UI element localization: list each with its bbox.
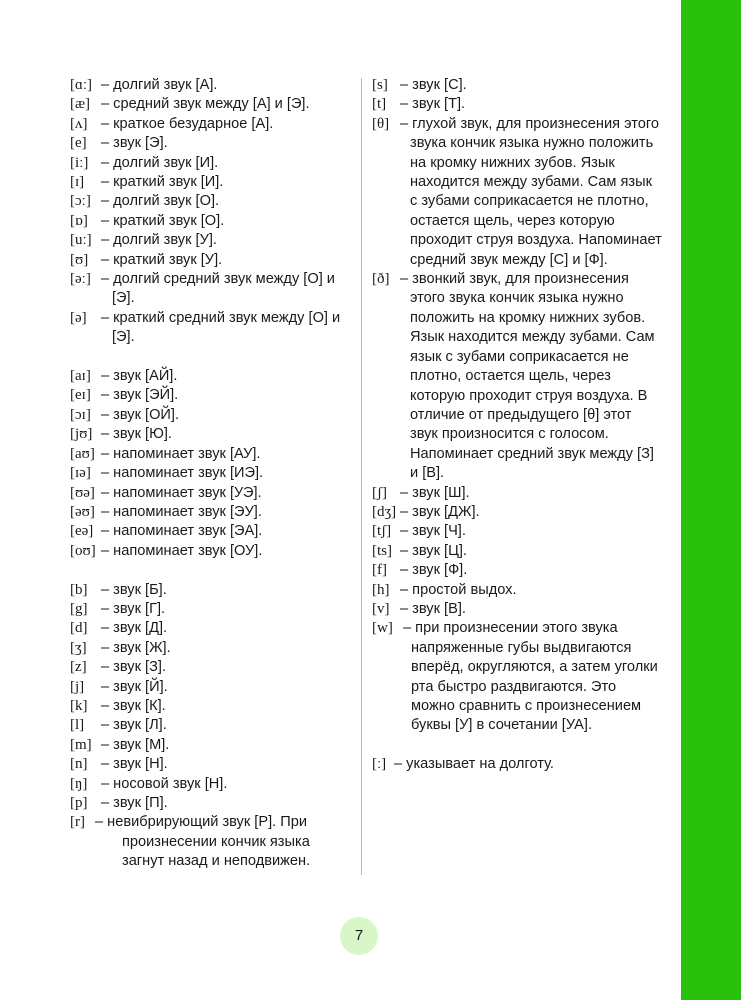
phoneme-description: – краткий средний звук между [О] и [Э]. (101, 309, 341, 346)
phoneme-symbol: [jʊ] (70, 426, 93, 443)
section-gap (372, 736, 672, 755)
phoneme-entry (70, 192, 355, 211)
phoneme-entry (372, 600, 672, 619)
phoneme-symbol: [ɪə] (70, 465, 91, 482)
column-divider (361, 78, 362, 875)
phoneme-description: – звук [Й]. (101, 678, 168, 695)
phoneme-entry (70, 367, 355, 386)
phoneme-description: – звук [ЭЙ]. (101, 387, 179, 404)
phoneme-symbol: [θ] (372, 115, 390, 132)
phoneme-description: – носовой звук [Н]. (101, 775, 228, 792)
phoneme-entry (70, 678, 355, 697)
phoneme-description: – звук [АЙ]. (101, 368, 178, 385)
phoneme-description: – звук [В]. (400, 600, 466, 617)
phoneme-entry (70, 619, 355, 638)
phoneme-symbol: [ʊə] (70, 484, 95, 501)
phoneme-symbol: [iː] (70, 154, 89, 171)
phoneme-entry (372, 522, 672, 541)
phoneme-description: – звук [Ч]. (400, 523, 466, 540)
phoneme-symbol: [ʒ] (70, 639, 87, 656)
phoneme-entry (70, 716, 355, 735)
phoneme-description: – звук [П]. (101, 795, 168, 811)
phoneme-symbol: [ð] (372, 271, 390, 288)
phoneme-entry (70, 794, 355, 813)
phoneme-description: – звук [С]. (400, 77, 467, 93)
phoneme-description: – звук [Ж]. (101, 639, 171, 656)
phoneme-description: – звук [Э]. (101, 135, 168, 152)
phoneme-entry (70, 522, 355, 541)
phoneme-entry (70, 251, 355, 270)
phoneme-symbol: [j] (70, 678, 85, 695)
phoneme-description: – звук [Б]. (101, 581, 167, 598)
phoneme-description: – звук [Ф]. (400, 562, 468, 579)
left-column (70, 76, 355, 872)
phoneme-symbol: [d] (70, 620, 88, 637)
phoneme-entry (372, 484, 672, 503)
phoneme-symbol: [ʌ] (70, 115, 88, 132)
phoneme-symbol: [k] (70, 697, 88, 714)
phoneme-entry (70, 503, 355, 522)
phoneme-symbol: [əʊ] (70, 503, 95, 520)
phoneme-symbol: [p] (70, 795, 88, 811)
phoneme-description: – краткий звук [У]. (101, 251, 223, 268)
phoneme-entry (70, 406, 355, 425)
phoneme-description: – звонкий звук, для произнесения этого звука кончик языка нужно положить на кромку нижних зубов. Язык находится между зубами. Сам язык с зубами соприкасается не плотно, остается щель, через которую проходит струя воздуха. В отличие от предыдущего [θ] этот звук произносится с голосом. Напоминает средний звук между [З] и [В]. (400, 271, 655, 482)
phoneme-entry (70, 464, 355, 483)
phoneme-entry (70, 639, 355, 658)
phoneme-description: – звук [З]. (101, 659, 167, 676)
phoneme-entry (70, 115, 355, 134)
phoneme-description: – звук [ДЖ]. (400, 503, 480, 520)
phoneme-entry (70, 134, 355, 153)
phoneme-description: – долгий звук [О]. (101, 193, 220, 210)
phoneme-symbol: [t] (372, 96, 387, 113)
phoneme-entry (70, 386, 355, 405)
phoneme-symbol: [ts] (372, 542, 392, 559)
phoneme-description: – краткий звук [О]. (101, 212, 225, 229)
phoneme-description: – долгий звук [А]. (101, 77, 218, 93)
phoneme-description: – звук [Н]. (101, 756, 168, 773)
section-gap (70, 348, 355, 367)
phoneme-symbol: [æ] (70, 96, 90, 113)
phoneme-symbol: [f] (372, 562, 387, 579)
phoneme-symbol: [aʊ] (70, 445, 95, 462)
phoneme-entry (70, 95, 355, 114)
phoneme-description: – глухой звук, для произнесения этого звука кончик языка нужно положить на кромку нижних зубов. Язык находится между зубами. Сам язык с зубами соприкасается не плотно, остается щель, через которую проходит струя воздуха. Напоминает средний звук между [С] и [Ф]. (400, 115, 662, 268)
phoneme-description: – невибрирующий звук [Р]. При произнесении кончик языка загнут назад и неподвижен. (95, 814, 311, 870)
phoneme-entry (70, 542, 355, 561)
phoneme-entry (70, 309, 355, 348)
phoneme-entry (70, 231, 355, 250)
phoneme-entry (70, 445, 355, 464)
phoneme-symbol: [uː] (70, 232, 92, 249)
phoneme-entry (70, 212, 355, 231)
phoneme-symbol: [ɒ] (70, 212, 88, 229)
phoneme-description: – напоминает звук [АУ]. (101, 445, 261, 462)
phoneme-symbol: [g] (70, 600, 88, 617)
phoneme-description: – звук [Д]. (101, 620, 168, 637)
phoneme-description: – звук [Г]. (101, 600, 166, 617)
phoneme-symbol: [ɑː] (70, 77, 93, 93)
phoneme-entry (70, 270, 355, 309)
phoneme-entry (372, 503, 672, 522)
phoneme-description: – средний звук между [А] и [Э]. (101, 96, 310, 113)
phoneme-symbol: [ʃ] (372, 484, 387, 501)
phoneme-entry (372, 115, 672, 270)
phoneme-description: – долгий звук [И]. (101, 154, 219, 171)
phoneme-description: – звук [Т]. (400, 96, 466, 113)
phoneme-description: – звук [ОЙ]. (101, 406, 180, 423)
phoneme-entry (372, 95, 672, 114)
phoneme-description: – простой выдох. (400, 581, 517, 598)
phoneme-description: – звук [Ю]. (101, 426, 172, 443)
phoneme-description: – напоминает звук [ОУ]. (101, 542, 263, 559)
phoneme-entry (70, 813, 355, 871)
phoneme-symbol: [w] (372, 620, 393, 637)
phoneme-entry (70, 581, 355, 600)
phoneme-symbol: [h] (372, 581, 390, 598)
phoneme-entry (372, 270, 672, 483)
phoneme-entry (372, 619, 672, 735)
phoneme-symbol: [əː] (70, 271, 91, 288)
section-gap (70, 561, 355, 580)
phoneme-entry (70, 154, 355, 173)
phoneme-symbol: [m] (70, 736, 92, 753)
phoneme-entry (70, 736, 355, 755)
page-number-badge: 7 (340, 917, 378, 955)
phoneme-description: – долгий звук [У]. (101, 232, 217, 249)
phoneme-entry (70, 697, 355, 716)
phoneme-symbol: [v] (372, 600, 390, 617)
right-column (372, 76, 672, 775)
phoneme-symbol: [ɔɪ] (70, 406, 91, 423)
phoneme-description: – напоминает звук [ИЭ]. (101, 465, 264, 482)
phoneme-description: – указывает на долготу. (394, 756, 554, 773)
phoneme-entry (70, 600, 355, 619)
phoneme-entry (70, 173, 355, 192)
phoneme-symbol: [eə] (70, 523, 94, 540)
phoneme-symbol: [s] (372, 77, 388, 93)
phoneme-symbol: [z] (70, 659, 87, 676)
phoneme-symbol: [ʊ] (70, 251, 89, 268)
phoneme-symbol: [ː] (372, 756, 387, 773)
phoneme-entry (372, 542, 672, 561)
phoneme-description: – звук [К]. (101, 697, 166, 714)
phoneme-description: – при произнесении этого звука напряженные губы выдвигаются вперёд, округляются, а затем уголки рта быстро раздвигаются. Это можно сравнить с произнесением буквы [У] в сочетании [УА]. (403, 620, 658, 734)
phoneme-description: – звук [Ш]. (400, 484, 470, 501)
phoneme-entry (70, 775, 355, 794)
phoneme-symbol: [tʃ] (372, 523, 392, 540)
phoneme-description: – долгий средний звук между [О] и [Э]. (101, 271, 335, 307)
phoneme-entry (372, 561, 672, 580)
phoneme-symbol: [n] (70, 756, 88, 773)
phoneme-entry (70, 658, 355, 677)
phoneme-entry (372, 755, 672, 774)
phoneme-symbol: [ɪ] (70, 174, 85, 191)
phoneme-description: – напоминает звук [УЭ]. (101, 484, 262, 501)
phoneme-description: – звук [Ц]. (400, 542, 467, 559)
phoneme-entry (70, 76, 355, 95)
phoneme-entry (70, 425, 355, 444)
phoneme-symbol: [l] (70, 717, 85, 734)
phoneme-entry (372, 581, 672, 600)
phoneme-symbol: [ɔː] (70, 193, 91, 210)
phoneme-entry (372, 76, 672, 95)
phoneme-description: – напоминает звук [ЭА]. (101, 523, 263, 540)
phoneme-symbol: [r] (70, 814, 85, 831)
phoneme-symbol: [aɪ] (70, 368, 91, 385)
phoneme-symbol: [dʒ] (372, 503, 397, 520)
phoneme-description: – краткое безударное [А]. (101, 115, 274, 132)
phoneme-symbol: [oʊ] (70, 542, 96, 559)
phoneme-symbol: [e] (70, 135, 87, 152)
phoneme-symbol: [b] (70, 581, 88, 598)
phoneme-description: – напоминает звук [ЭУ]. (101, 503, 262, 520)
phoneme-symbol: [ə] (70, 309, 87, 326)
phoneme-description: – звук [М]. (101, 736, 170, 753)
phoneme-symbol: [ŋ] (70, 775, 88, 792)
green-edge-bar (681, 0, 741, 1000)
phoneme-entry (70, 484, 355, 503)
phoneme-description: – краткий звук [И]. (101, 174, 224, 191)
phoneme-symbol: [eɪ] (70, 387, 91, 404)
phoneme-entry (70, 755, 355, 774)
phoneme-description: – звук [Л]. (101, 717, 167, 734)
